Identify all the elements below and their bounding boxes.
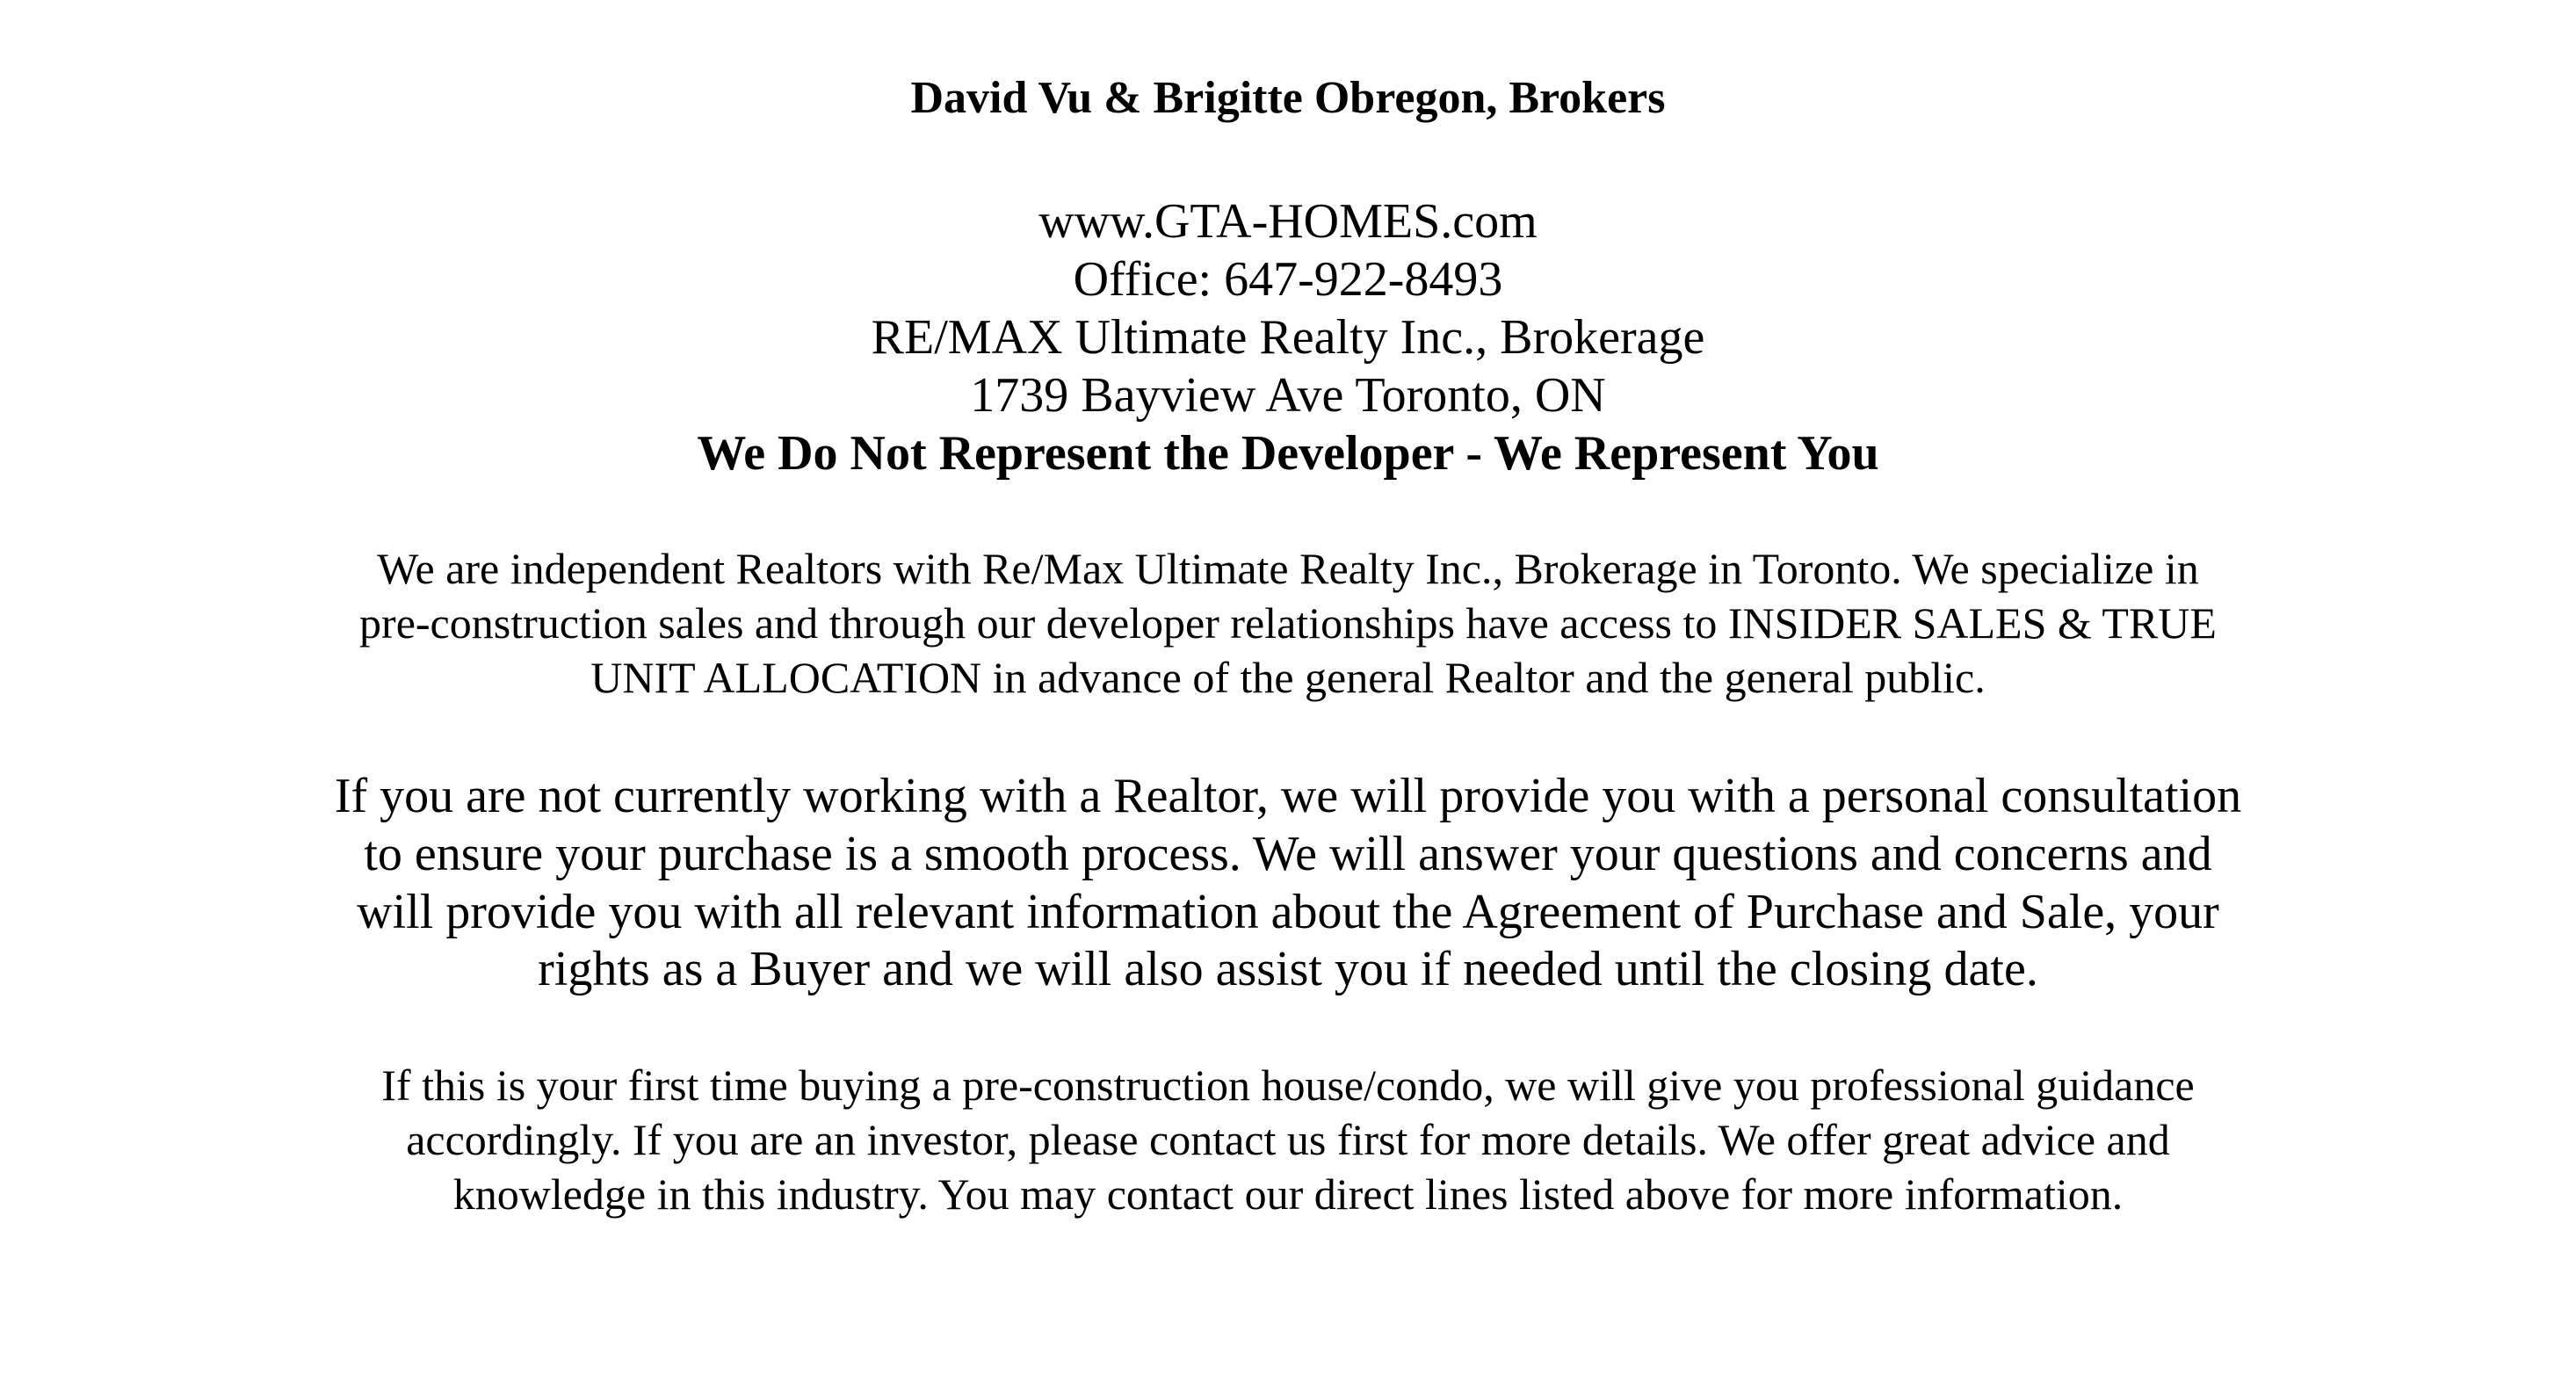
paragraph-line: knowledge in this industry. You may contact our direct lines listed above for more information.	[452, 1169, 2124, 1219]
paragraph-line: If this is your first time buying a pre-construction house/condo, we will give you professional guidance	[381, 1061, 2195, 1110]
brokerage-name-text: RE/MAX Ultimate Realty Inc., Brokerage	[871, 310, 1705, 365]
tagline-text: We Do Not Represent the Developer - We Represent You	[697, 426, 1879, 481]
office-phone-text: Office: 647-922-8493	[1073, 252, 1503, 307]
paragraph-line: rights as a Buyer and we will also assist you if needed until the closing date.	[538, 942, 2038, 996]
paragraph-line: If you are not currently working with a Realtor, we will provide you with a personal consultation	[334, 769, 2242, 823]
website-text: www.GTA-HOMES.com	[1038, 194, 1538, 249]
paragraph-line: to ensure your purchase is a smooth process. We will answer your questions and concerns and	[364, 827, 2212, 881]
paragraph-line: accordingly. If you are an investor, please contact us first for more details. We offer great advice and	[406, 1115, 2170, 1164]
page-title: David Vu & Brigitte Obregon, Brokers	[910, 73, 1666, 123]
paragraph-line: We are independent Realtors with Re/Max Ultimate Realty Inc., Brokerage in Toronto. We specialize in	[377, 544, 2199, 593]
paragraph-line: pre-construction sales and through our developer relationships have access to INSIDER SALES & TRUE	[359, 598, 2217, 648]
paragraph-line: will provide you with all relevant information about the Agreement of Purchase and Sale, your	[357, 885, 2219, 939]
address-text: 1739 Bayview Ave Toronto, ON	[970, 368, 1606, 423]
paragraph-line: UNIT ALLOCATION in advance of the general Realtor and the general public.	[590, 653, 1986, 702]
